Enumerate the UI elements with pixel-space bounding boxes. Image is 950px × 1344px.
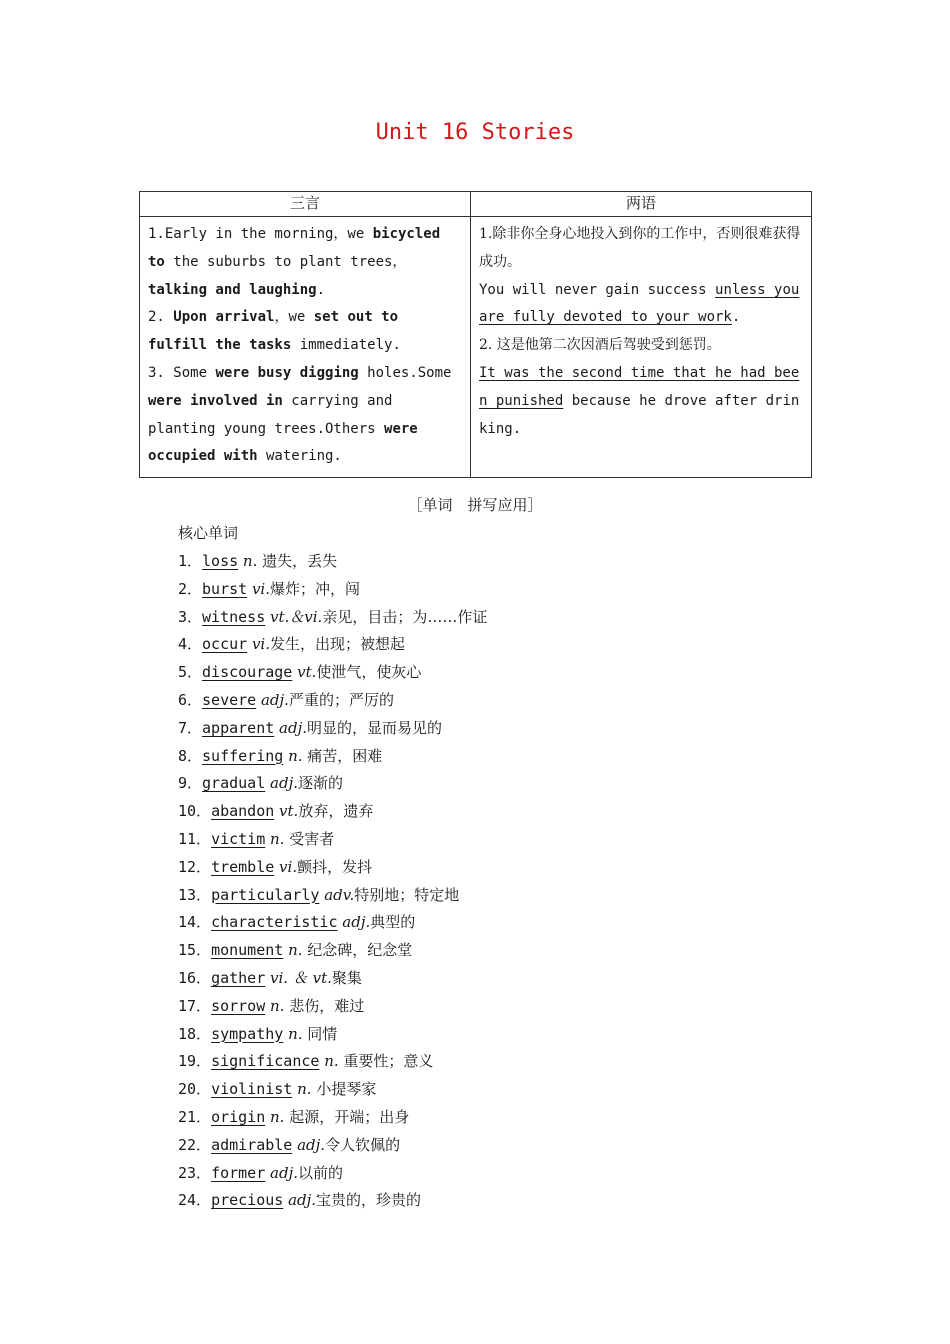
answer-word: former <box>211 1163 266 1182</box>
answer-word: suffering <box>202 746 284 765</box>
answer-word: abandon <box>211 802 275 821</box>
answer-word: origin <box>211 1107 266 1126</box>
list-item: 16．gather vi. ＆ vt.聚集 <box>178 968 362 987</box>
list-item: 15．monument n. 纪念碑，纪念堂 <box>178 941 413 960</box>
list-item: 6．severe adj.严重的；严厉的 <box>178 690 394 709</box>
answer-blank: unless you are fully devoted to your work <box>479 281 800 326</box>
answer-word: monument <box>211 941 284 960</box>
sentence-1: 1.Early in the morning，we bicycled to the suburbs to plant trees，talking and laughing. <box>148 226 441 298</box>
list-item: 18．sympathy n. 同情 <box>178 1024 338 1043</box>
table-row <box>140 217 812 478</box>
answer-word: precious <box>211 1191 284 1210</box>
sentence-3: 3. Some were busy digging holes.Some were involved in carrying and planting young trees.Others were occupied with watering. <box>148 364 452 465</box>
list-item: 5．discourage vt.使泄气，使灰心 <box>178 663 422 682</box>
list-item: 20．violinist n. 小提琴家 <box>178 1080 377 1099</box>
answer-word: gradual <box>202 774 266 793</box>
list-item: 2．burst vi.爆炸；冲，闯 <box>178 579 361 598</box>
list-item: 23．former adj.以前的 <box>178 1163 343 1182</box>
answer-word: characteristic <box>211 913 338 932</box>
answer-blank: It was the second time that he had been punished <box>479 364 800 409</box>
answer-word: sympathy <box>211 1024 284 1043</box>
key-phrase: were occupied with <box>148 420 418 465</box>
translation-2-en: It was the second time that he had been punished because he drove after drinking. <box>479 364 800 437</box>
translation-1-zh: 1.除非你全身心地投入到你的工作中，否则很难获得成功。 <box>479 226 801 270</box>
phrases-table <box>139 191 812 478</box>
answer-word: particularly <box>211 885 320 904</box>
list-item: 21．origin n. 起源，开端；出身 <box>178 1107 410 1126</box>
answer-word: violinist <box>211 1080 293 1099</box>
list-item: 11．victim n. 受害者 <box>178 829 335 848</box>
translation-1-en: You will never gain success unless you are fully devoted to your work. <box>479 281 800 326</box>
answer-word: apparent <box>202 718 275 737</box>
list-item: 8．suffering n. 痛苦，困难 <box>178 746 383 765</box>
list-item: 13．particularly adv.特别地；特定地 <box>178 885 460 904</box>
word-list <box>178 548 487 1215</box>
list-item: 17．sorrow n. 悲伤，难过 <box>178 996 365 1015</box>
answer-word: gather <box>211 968 266 987</box>
translation-2-zh: 2. 这是他第二次因酒后驾驶受到惩罚。 <box>479 337 721 354</box>
list-item: 22．admirable adj.令人钦佩的 <box>178 1135 401 1154</box>
answer-word: occur <box>202 635 248 654</box>
key-phrase: Upon arrival <box>173 309 275 326</box>
right-cell <box>471 217 812 478</box>
key-phrase: were involved in <box>148 392 283 409</box>
section-heading: ［单词 拼写应用］ <box>407 496 543 514</box>
list-item: 9．gradual adj.逐渐的 <box>178 774 343 793</box>
header-three-phrases: 三言 <box>140 192 471 217</box>
answer-word: victim <box>211 829 266 848</box>
answer-word: witness <box>202 607 266 626</box>
list-item: 1．loss n. 遗失，丢失 <box>178 552 338 570</box>
table-header-row <box>140 192 812 217</box>
list-item: 14．characteristic adj.典型的 <box>178 913 416 932</box>
page-title: Unit 16 Stories <box>375 120 575 145</box>
answer-word: tremble <box>211 857 275 876</box>
answer-word: significance <box>211 1052 320 1071</box>
sentence-2: 2. Upon arrival，we set out to fulfill the tasks immediately. <box>148 309 401 354</box>
list-item: 19．significance n. 重要性；意义 <box>178 1052 434 1071</box>
key-phrase: were busy digging <box>215 364 359 381</box>
list-item: 3．witness vt.＆vi.亲见，目击；为……作证 <box>178 607 488 626</box>
list-item: 10．abandon vt.放弃，遗弃 <box>178 802 374 821</box>
list-item: 7．apparent adj.明显的，显而易见的 <box>178 718 443 737</box>
answer-word: severe <box>202 690 257 709</box>
key-phrase: bicycled to <box>148 226 441 270</box>
answer-word: admirable <box>211 1135 293 1154</box>
key-phrase: set out to fulfill the tasks <box>148 309 399 354</box>
left-cell <box>140 217 471 478</box>
header-two-sentences: 两语 <box>471 192 812 217</box>
sub-heading: 核心单词 <box>178 524 239 542</box>
key-phrase: talking and laughing <box>148 281 317 298</box>
answer-word: sorrow <box>211 996 266 1015</box>
list-item: 24．precious adj.宝贵的，珍贵的 <box>178 1191 422 1210</box>
answer-word: discourage <box>202 663 293 682</box>
list-item: 12．tremble vi.颤抖，发抖 <box>178 857 373 876</box>
answer-word: loss <box>202 552 239 570</box>
list-item: 4．occur vi.发生，出现；被想起 <box>178 635 406 654</box>
answer-word: burst <box>202 579 248 598</box>
